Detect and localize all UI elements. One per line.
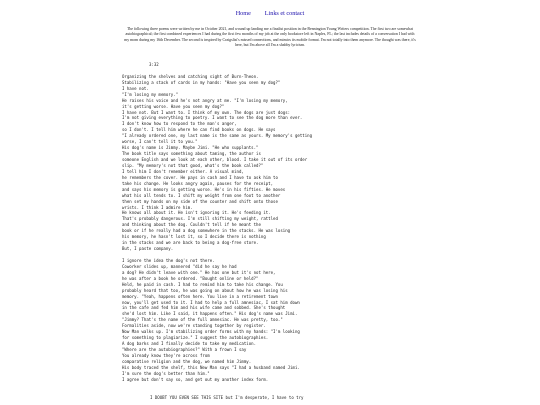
top-nav [0, 10, 540, 17]
poem-line: I ignore the idea the dog's not there. [122, 257, 215, 263]
poem-line: But, I paste company. [122, 246, 174, 252]
poem-line: 3:32 [149, 62, 159, 67]
nav-link-contact[interactable]: Links et contact [264, 10, 305, 17]
poem-line: "Where are the autobiographies?" With a frown I say [122, 347, 247, 352]
poem-line: The book title says something about taming, the author is [122, 151, 261, 157]
poem-line: His dog's name is Jimmy. Maybe Jimi. "He who supplants." [122, 145, 259, 151]
poem-line: I DOUBT YOU EVEN SEE THIS SITE but I'm desperate, I have to try [150, 394, 304, 400]
poem-line: He raises his voice and he's not angry at me. "I'm losing my memory, [122, 97, 288, 103]
poem-line: in the cafe and fed him and his wife came and sobbed. She's thought [122, 305, 286, 311]
poem-line: Held, he paid in cash. I had to remind him to take his change. You [122, 281, 283, 287]
poem-line: I agree but don't say so, and get out my another index form. [122, 376, 269, 382]
poem-line: worse, I can't tell it to you." [122, 139, 198, 145]
poem-line: comparative religion and the dog, we named him Jimmy. [122, 358, 252, 364]
poem-line: Now Man walks up. I'm stabilizing order forms with my hands: "I'm looking [122, 329, 300, 335]
nav-link-home[interactable]: Home [235, 10, 251, 17]
poem-line: what his all tends to. I shift my weight from one foot to another [122, 192, 281, 198]
poem-line: You already know they're across from [122, 352, 210, 358]
poem-line: his memory, he hasn't lost it, so I decide there is nothing [122, 234, 266, 240]
poem-line: wrists. I think I admire him. [122, 204, 193, 210]
poem-line: I have not. [122, 85, 149, 91]
poem-line: Organizing the shelves and catching sight of Burn-Theon. [122, 73, 259, 79]
poem-line: Coworker slides up, mannered "did he say he had [122, 263, 237, 269]
poem-line: "Jimmy? That's the name of the full amnesiac. He was pretty, too." [122, 317, 283, 323]
poem-line: and thinking about the dog. Couldn't tell if he meant the [122, 222, 261, 228]
poem-line: A dog barks and I finally decide to take my medication. [122, 341, 257, 347]
poem-line: He knows all about it. He isn't ignoring it. He's feeding it. [122, 210, 271, 216]
poem-line: "I'm losing my memory." [122, 91, 179, 97]
poem-line: "I already ordered one, my last name is the same as yours. My memory's getting [122, 133, 313, 139]
poem-line: Stabilizing a stack of cards in my hands: "Have you seen my dog?" [122, 79, 281, 85]
poem-line: That's probably dangerous. I'm still shifting my weight, rattled [122, 216, 278, 222]
poem-line: I have not. But I want to. I think of my own. The dogs are just dogs: [122, 109, 291, 115]
poem-line: probably heard that too, he was going on about how he was losing his [122, 287, 288, 293]
poem-line: for something to plagiarize." I suggest the autobiographies. [122, 335, 269, 341]
intro-paragraph: The following three poems were written by me in October 2021, and wound up landing me a finalist position in the Bennington Young Writers competition. The first two are somewhat autobiographical; the first combined experiences I had during the first few months of my job at the only bookstore left in Naples, FL; the last includes details of a conversation I had with my mom during my 16th December. The second is inspired by Craigslist's missed connections, and mimics its mobile format. I'm not totally into them anymore. The thought was there, it's here, but I'm above all I'm a shabby lyricism. [124, 27, 416, 47]
poem-line: book or if he really had a dog somewhere in the stacks. He was losing [122, 228, 291, 234]
poem-line: and says his memory is getting worse. He's in his fifties. He moves [122, 186, 286, 192]
poem-line: he was after a book he ordered. "Bought online or held?" [122, 275, 259, 281]
poem-line: he remembers the cover. He pays in cash and I have to ask him to [122, 174, 278, 180]
poem-line: in the stacks and we are back to being a dog-free store. [122, 240, 259, 246]
poem-text [122, 62, 422, 400]
poem-line: Formalities aside, now we're standing together by register. [122, 323, 266, 329]
poem-line: so I don't. I tell him where he can find books on dogs. He says [122, 127, 276, 133]
poem-line: memory. "Yeah, happens often here. You live in a retirement town [122, 293, 278, 299]
poem-line: His body traced the shelf, this New Man says "I had a husband named Jimi. [122, 364, 300, 370]
poem-line: slip. "My memory's not that good, what's the book called?" [122, 162, 264, 168]
poem-line: I don't know how to respond to the man's anger, [122, 121, 237, 127]
poem-line: take his change. He looks angry again, pauses for the receipt, [122, 180, 274, 186]
poem-line: she'd lost him. Like I said, it happens often." His dog's name was Jimi. [122, 311, 298, 317]
poem-line: I'm not giving everything to poetry. I want to see the dog more than ever. [122, 115, 303, 121]
poem-line: then set my hands on my side of the counter and shift onto those [122, 198, 278, 204]
poem-line: I'm sure the dog's better than him." [122, 370, 210, 376]
poem-line: someone English and we look at each other, blood. I take it out of its order [122, 157, 308, 162]
poem-line: now, you'll get used to it. I had to help a full amnesiac, I sat him down [122, 299, 300, 305]
poem-line: it's getting worse. Have you seen my dog?" [122, 103, 225, 109]
poem-line: I tell him I don't remember either. A visual mind, [122, 168, 244, 174]
poem-line: a dog? He didn't leave with one." He has one but it's not here, [122, 269, 276, 275]
